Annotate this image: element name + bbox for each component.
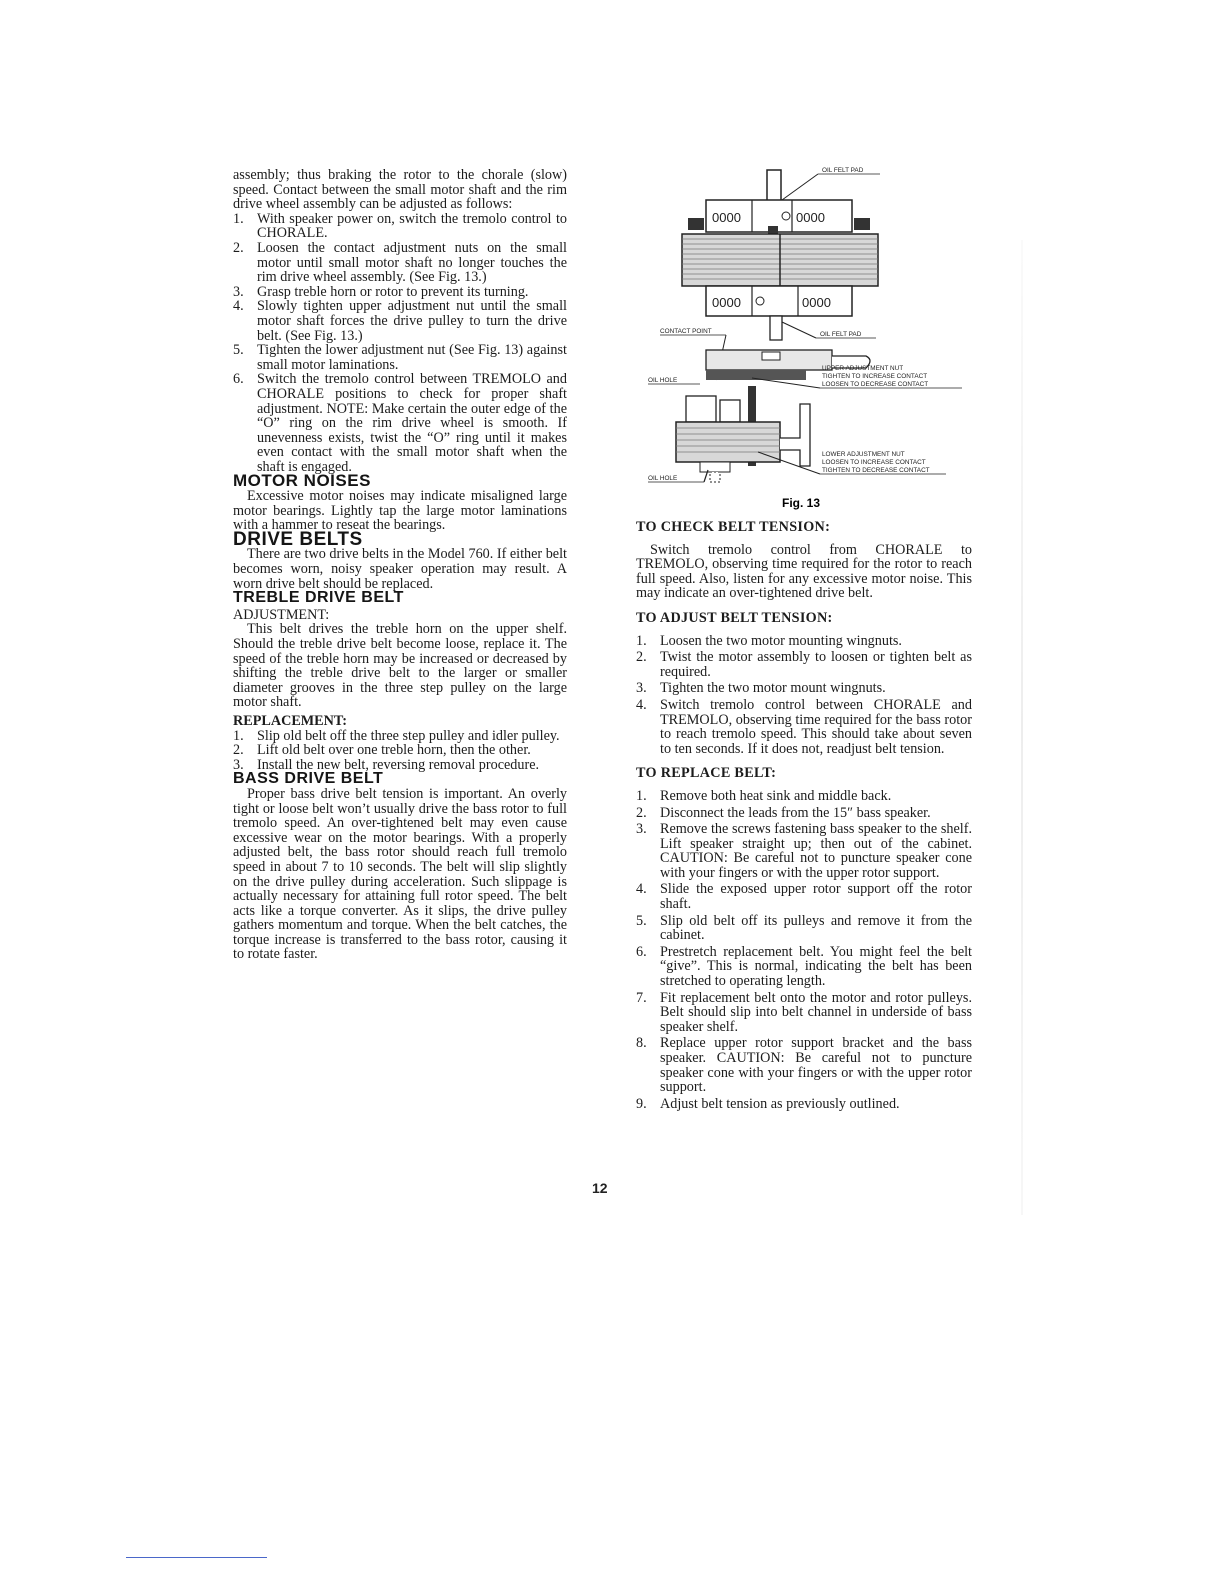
bass-drive-belt-heading: BASS DRIVE BELT [233,770,384,788]
contact-adjustment-steps [233,212,567,475]
list-item [233,299,567,343]
step-number: 2. [233,239,244,256]
step-text: Remove the screws fastening bass speaker to the shelf. Lift speaker straight up; then out of the cabinet. CAUTION: Be careful not to puncture speaker cone with your fingers or with the upper rotor support. [660,821,972,881]
oil-hole-lower-label: OIL HOLE [648,475,678,482]
check-belt-tension-heading: TO CHECK BELT TENSION: [636,519,831,535]
step-number: 3. [636,680,647,697]
middle-shaft [770,316,782,340]
list-item [636,789,972,804]
step-text: Slip old belt off the three step pulley and idler pulley. [257,727,560,744]
list-item [233,372,567,474]
coil-c-label: 0000 [712,295,741,310]
step-number: 5. [233,342,244,359]
step-number: 3. [233,756,244,773]
upper-nut-label-1: UPPER ADJUSTMENT NUT [822,365,904,372]
list-item [636,822,972,880]
step-text: Loosen the contact adjustment nuts on the small motor until small motor shaft no longer touches the rim drive wheel assembly. (See Fig. 13.) [257,239,567,286]
intro-paragraph: assembly; thus braking the rotor to the chorale (slow) speed. Contact between the small motor shaft and the rim drive wheel assembly can be adjusted as follows: [233,167,567,213]
list-item [636,1097,972,1112]
leader-line [758,452,820,474]
replacement-subheading: REPLACEMENT: [233,712,348,729]
right-column [636,520,972,1113]
step-number: 1. [233,210,244,227]
step-number: 9. [636,1095,647,1112]
step-number: 4. [233,298,244,315]
lower-nut-label-1: LOWER ADJUSTMENT NUT [822,451,905,458]
oil-felt-pad-top-label: OIL FELT PAD [822,167,864,174]
step-number: 6. [233,371,244,388]
drive-belts-heading: DRIVE BELTS [233,528,363,550]
lower-bearing [700,462,730,472]
replace-belt-heading: TO REPLACE BELT: [636,765,777,782]
list-item [636,914,972,943]
figure-caption: Fig. 13 [782,496,821,510]
list-item [233,285,567,300]
motor-frame [780,404,810,466]
adjust-belt-tension-heading: TO ADJUST BELT TENSION: [636,609,833,626]
upper-nut-label-2: TIGHTEN TO INCREASE CONTACT [822,373,928,380]
contact-point-label: CONTACT POINT [660,328,712,335]
step-text: Lift old belt over one treble horn, then the other. [257,742,531,759]
treble-replacement-steps [233,729,567,773]
step-text: Switch tremolo control between CHORALE and TREMOLO, observing time required for the bass rotor to reach tremolo speed. This should take about seven to ten seconds. If it does not, readjust belt tension. [660,696,972,757]
step-text: Replace upper rotor support bracket and the bass speaker. CAUTION: Be careful not to puncture speaker cone with your fingers or with the upper rotor support. [660,1035,972,1096]
lower-nut-label-3: TIGHTEN TO DECREASE CONTACT [822,467,930,474]
adjust-belt-steps [636,634,972,757]
step-number: 4. [636,696,647,713]
list-item [233,758,567,773]
step-number: 6. [636,943,647,960]
step-text: Install the new belt, reversing removal procedure. [257,756,540,773]
step-text: Tighten the lower adjustment nut (See Fig. 13) against small motor laminations. [257,342,567,373]
motor-noises-heading: MOTOR NOISES [233,471,371,491]
motor-assembly-drawing [640,160,980,500]
list-item [233,212,567,241]
list-item [233,241,567,285]
step-number: 7. [636,989,647,1006]
step-text: Switch the tremolo control between TREMOLO and CHORALE positions to check for proper shaft adjustment. NOTE: Make certain the outer edge of the “O” ring on the rim drive wheel is smooth. If unevenness exists, twist the “O” ring until it makes even contact with the small motor shaft when the shaft is engaged. [257,371,567,475]
list-item [636,945,972,989]
pulley [720,400,740,422]
list-item [636,806,972,821]
list-item [636,681,972,696]
step-number: 1. [636,632,647,649]
step-number: 5. [636,912,647,929]
step-number: 1. [636,787,647,804]
top-shaft [767,170,781,204]
coil-b-label: 0000 [796,210,825,225]
step-number: 1. [233,727,244,744]
mount-bracket-right [854,218,870,230]
step-text: Twist the motor assembly to loosen or tighten belt as required. [660,649,972,680]
list-item [636,991,972,1035]
coil-a-label: 0000 [712,210,741,225]
step-text: Slowly tighten upper adjustment nut until the small motor shaft forces the drive pulley to turn the drive belt. (See Fig. 13.) [257,298,567,344]
drive-belts-paragraph: There are two drive belts in the Model 760. If either belt becomes worn, noisy speaker operation may result. A worn drive belt should be replaced. [233,546,567,592]
coil-d-label: 0000 [802,295,831,310]
treble-drive-belt-heading: TREBLE DRIVE BELT [233,589,404,607]
oil-felt-pad-mid-label: OIL FELT PAD [820,331,862,338]
step-text: Loosen the two motor mounting wingnuts. [660,632,902,649]
step-text: With speaker power on, switch the tremolo control to CHORALE. [257,210,567,242]
step-number: 4. [636,881,647,898]
motor-noises-paragraph: Excessive motor noises may indicate misaligned large motor bearings. Lightly tap the large motor laminations with a hammer to reseat the bearings. [233,488,567,534]
step-number: 3. [233,283,244,300]
fig-13-diagram [640,160,980,500]
step-text: Slip old belt off its pulleys and remove it from the cabinet. [660,912,972,944]
step-text: Remove both heat sink and middle back. [660,787,892,804]
step-text: Fit replacement belt onto the motor and rotor pulleys. Belt should slip into belt channel in underside of bass speaker shelf. [660,989,972,1035]
list-item [636,698,972,756]
slot [762,352,780,360]
list-item [636,1036,972,1094]
step-number: 8. [636,1035,647,1052]
step-number: 2. [636,649,647,666]
list-item [636,634,972,649]
check-belt-tension-paragraph: Switch tremolo control from CHORALE to TREMOLO, observing time required for the rotor to reach full speed. Also, listen for any excessive motor noise. This may indicate an over-tightened drive belt. [636,541,972,602]
list-item [233,343,567,372]
mount-bracket-left [688,218,704,230]
adjustment-subheading: ADJUSTMENT: [233,606,330,623]
shaft-end [710,472,720,482]
list-item [636,650,972,679]
bearing-left [686,396,716,422]
leader-line [782,174,818,200]
adjustment-paragraph: This belt drives the treble horn on the upper shelf. Should the treble drive belt become loose, replace it. The speed of the treble horn may be increased or decreased by shifting the treble drive belt to the larger or smaller diameter grooves in the three step pulley on the large motor shaft. [233,621,567,711]
leader-line [782,322,816,338]
step-number: 2. [636,804,647,821]
left-column [233,168,567,962]
scan-edge-shadow [1021,240,1023,1215]
oil-hole-upper-label: OIL HOLE [648,377,678,384]
lower-nut-label-2: LOOSEN TO INCREASE CONTACT [822,459,926,466]
bass-drive-belt-paragraph: Proper bass drive belt tension is important. An overly tight or loose belt won’t usually drive the bass rotor to full tremolo speed. An over-tightened belt may even cause excessive wear on the motor bearings. With a properly adjusted belt, the bass rotor should reach full tremolo speed in about 7 to 10 seconds. The belt will slip slightly on the drive pulley during acceleration. Such slippage is actually necessary for attaining full rotor speed. The belt acts like a torque converter. As it slips, the drive pulley gathers momentum and torque. When the belt catches, the torque increase is transferred to the bass rotor, causing it to rotate faster. [233,785,567,963]
step-text: Disconnect the leads from the 15″ bass speaker. [660,804,931,821]
step-text: Slide the exposed upper rotor support off the rotor shaft. [660,881,972,913]
step-text: Prestretch replacement belt. You might feel the belt “give”. This is normal, indicating the belt has been stretched to operating length. [660,943,972,990]
list-item [636,882,972,911]
list-item [233,743,567,758]
step-text: Tighten the two motor mount wingnuts. [660,680,886,697]
step-text: Adjust belt tension as previously outlined. [660,1095,900,1112]
upper-nut-label-3: LOOSEN TO DECREASE CONTACT [822,381,929,388]
footnote-rule [126,1557,267,1558]
page-number: 12 [592,1180,608,1196]
step-text: Grasp treble horn or rotor to prevent its turning. [257,283,529,300]
center-nut [768,226,778,234]
list-item [233,729,567,744]
step-number: 3. [636,821,647,838]
replace-belt-steps [636,789,972,1111]
step-number: 2. [233,742,244,759]
